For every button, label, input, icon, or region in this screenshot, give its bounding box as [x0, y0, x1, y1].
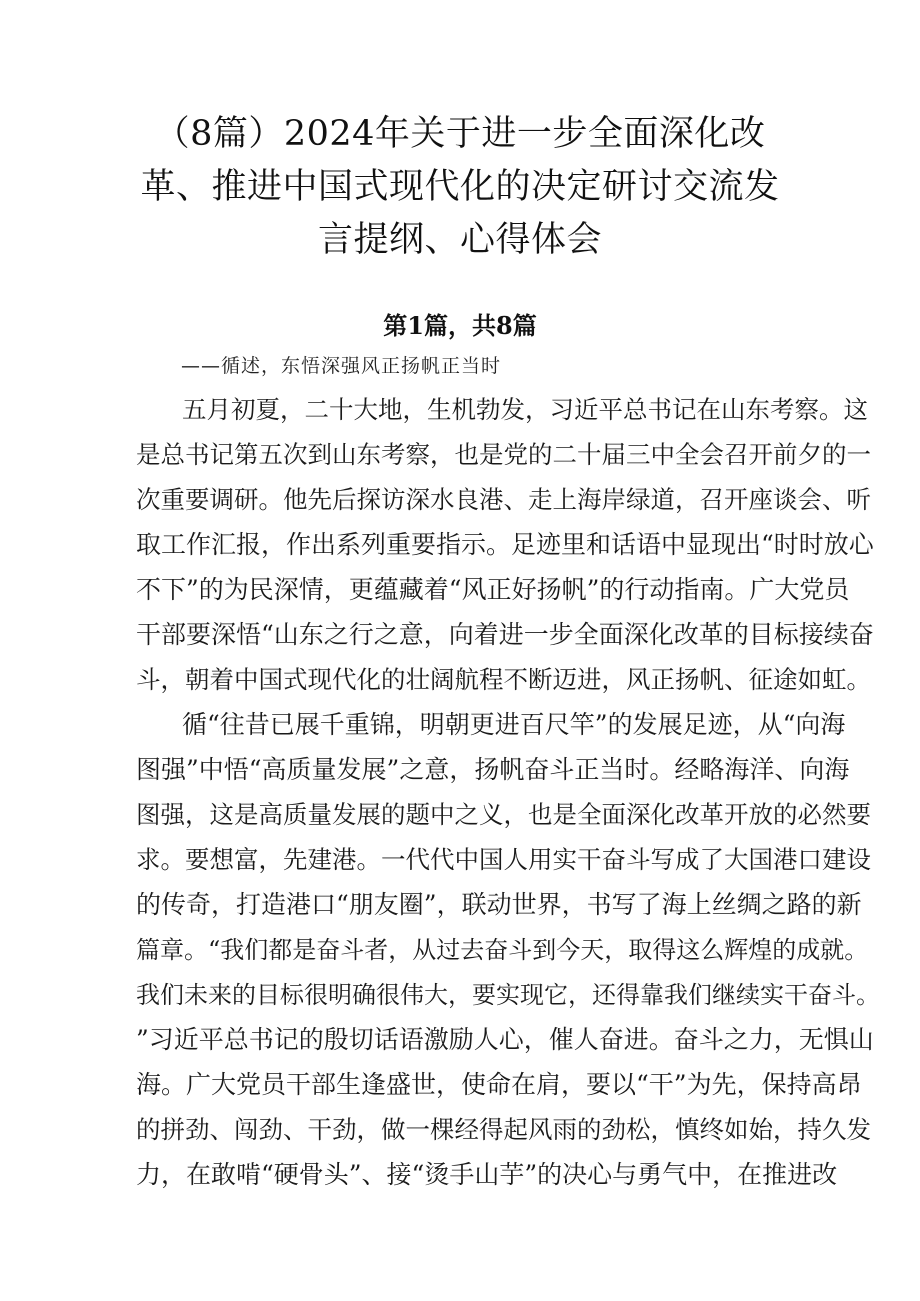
paragraph-2-line-6: 篇章。“我们都是奋斗者，从过去奋斗到今天，取得这么辉煌的成就。: [136, 936, 869, 964]
paragraph-2-line-9: 海。广大党员干部生逢盛世，使命在肩，要以“干”为先，保持高昂: [136, 1070, 862, 1099]
paragraph-2-line-1: 循“往昔已展千重锦，明朝更进百尺竿”的发展足迹，从“向海: [182, 710, 846, 739]
section-heading: 第1篇，共8篇: [383, 311, 537, 340]
document-title: [80, 108, 840, 267]
paragraph-2-line-11: 力，在敢啃“硬骨头”、接“烫手山芋”的决心与勇气中，在推进改: [136, 1160, 838, 1189]
paragraph-1-line-1: 五月初夏，二十大地，生机勃发，习近平总书记在山东考察。这: [182, 395, 868, 424]
paragraph-1-line-7: 斗，朝着中国式现代化的壮阔航程不断迈进，风正扬帆、征途如虹。: [136, 665, 871, 694]
paragraph-2-line-7: 我们未来的目标很明确很伟大，要实现它，还得靠我们继续实干奋斗。: [136, 981, 880, 1009]
paragraph-1-line-6: 干部要深悟“山东之行之意，向着进一步全面深化改革的目标接续奋: [136, 620, 874, 649]
title-line-1: （8篇）2024年关于进一步全面深化改: [154, 114, 766, 154]
section-subtitle: ——循述，东悟深强风正扬帆正当时: [181, 355, 502, 377]
paragraph-2-line-2: 图强”中悟“高质量发展”之意，扬帆奋斗正当时。经略海洋、向海: [136, 755, 850, 784]
title-line-2: 革、推进中国式现代化的决定研讨交流发: [140, 167, 780, 207]
paragraph-1-line-5: 不下”的为民深情，更蕴藏着“风正好扬帆”的行动指南。广大党员: [136, 575, 850, 604]
paragraph-2-line-10: 的拼劲、闯劲、干劲，做一棵经得起风雨的劲松，慎终如始，持久发: [136, 1115, 871, 1144]
paragraph-2-line-8: ”习近平总书记的殷切话语激励人心，催人奋进。奋斗之力，无惧山: [136, 1025, 874, 1054]
paragraph-1-line-3: 次重要调研。他先后探访深水良港、走上海岸绿道，召开座谈会、听: [136, 485, 871, 514]
paragraph-2-line-3: 图强，这是高质量发展的题中之义，也是全面深化改革开放的必然要: [136, 800, 871, 829]
title-line-3: 言提纲、心得体会: [317, 220, 602, 260]
paragraph-2-line-4: 求。要想富，先建港。一代代中国人用实干奋斗写成了大国港口建设: [136, 845, 871, 874]
paragraph-1-line-2: 是总书记第五次到山东考察，也是党的二十届三中全会召开前夕的一: [136, 440, 871, 469]
paragraph-1-line-4: 取工作汇报，作出系列重要指示。足迹里和话语中显现出“时时放心: [136, 530, 874, 559]
paragraph-2-line-5: 的传奇，打造港口“朋友圈”，联动世界，书写了海上丝绸之路的新: [136, 890, 862, 919]
